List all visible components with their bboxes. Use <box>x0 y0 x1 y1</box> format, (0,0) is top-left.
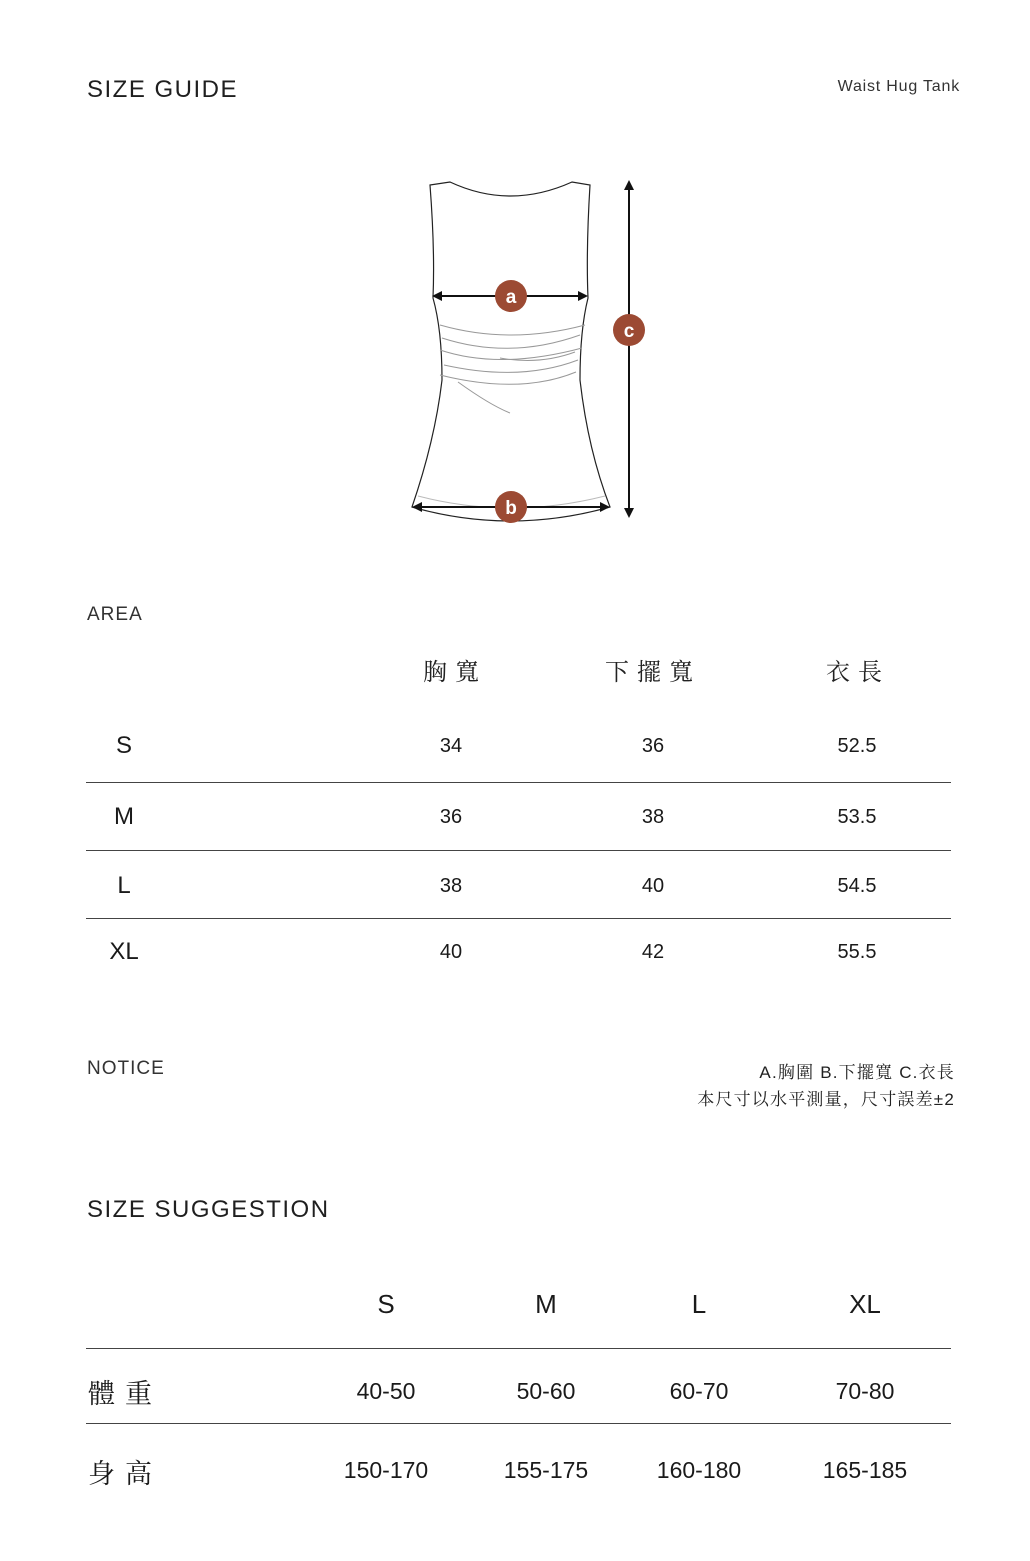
sugg-col-s: S <box>377 1289 395 1319</box>
sugg-row-weight: 體重 <box>88 1379 162 1409</box>
ruching-lines <box>440 325 585 413</box>
row-size-xl: XL <box>109 938 139 965</box>
cell-height-xl: 165-185 <box>822 1457 908 1483</box>
row-size-l: L <box>117 872 131 899</box>
cell-weight-m: 50-60 <box>516 1378 576 1404</box>
sugg-col-xl: XL <box>849 1289 881 1319</box>
cell-xl-chest: 40 <box>439 941 463 963</box>
sugg-row-height: 身高 <box>88 1459 162 1489</box>
marker-a <box>495 280 527 312</box>
cell-l-hem: 40 <box>641 875 665 897</box>
cell-s-hem: 36 <box>641 735 665 757</box>
svg-text:c: c <box>623 321 635 342</box>
garment-outline <box>412 182 610 521</box>
product-name: Waist Hug Tank <box>837 78 960 95</box>
length-measure-arrow <box>624 180 634 518</box>
row-size-s: S <box>115 732 132 759</box>
notice-label: NOTICE <box>87 1058 165 1079</box>
sugg-col-m: M <box>535 1289 557 1319</box>
cell-l-chest: 38 <box>439 875 463 897</box>
col-header-hem: 下擺寬 <box>605 659 701 686</box>
area-label: AREA <box>87 604 143 625</box>
row-divider <box>86 850 951 851</box>
col-header-chest: 胸寬 <box>423 659 487 686</box>
marker-c <box>613 314 645 346</box>
notice-line-1: A.胸圍 B.下擺寬 C.衣長 <box>759 1063 955 1082</box>
cell-m-length: 53.5 <box>837 806 877 828</box>
row-divider <box>86 1348 951 1349</box>
cell-height-m: 155-175 <box>503 1457 589 1483</box>
cell-weight-l: 60-70 <box>669 1378 729 1404</box>
row-divider <box>86 1423 951 1424</box>
row-divider <box>86 782 951 783</box>
cell-s-length: 52.5 <box>837 735 877 757</box>
cell-m-chest: 36 <box>439 806 463 828</box>
cell-xl-hem: 42 <box>641 941 665 963</box>
svg-text:b: b <box>505 498 517 519</box>
cell-m-hem: 38 <box>641 806 665 828</box>
cell-xl-length: 55.5 <box>837 941 877 963</box>
notice-line-2: 本尺寸以水平測量，尺寸誤差±2 <box>697 1090 955 1109</box>
size-suggestion-label: SIZE SUGGESTION <box>87 1196 330 1223</box>
cell-height-s: 150-170 <box>343 1457 429 1483</box>
svg-text:a: a <box>505 287 517 308</box>
col-header-length: 衣長 <box>826 659 890 686</box>
cell-weight-xl: 70-80 <box>835 1378 895 1404</box>
sugg-col-l: L <box>691 1289 707 1319</box>
tank-top-diagram <box>400 170 660 540</box>
page-title: SIZE GUIDE <box>87 76 239 103</box>
cell-weight-s: 40-50 <box>356 1378 416 1404</box>
row-divider <box>86 918 951 919</box>
cell-height-l: 160-180 <box>656 1457 742 1483</box>
row-size-m: M <box>114 803 134 830</box>
cell-s-chest: 34 <box>439 735 463 757</box>
cell-l-length: 54.5 <box>837 875 877 897</box>
marker-b <box>495 491 527 523</box>
